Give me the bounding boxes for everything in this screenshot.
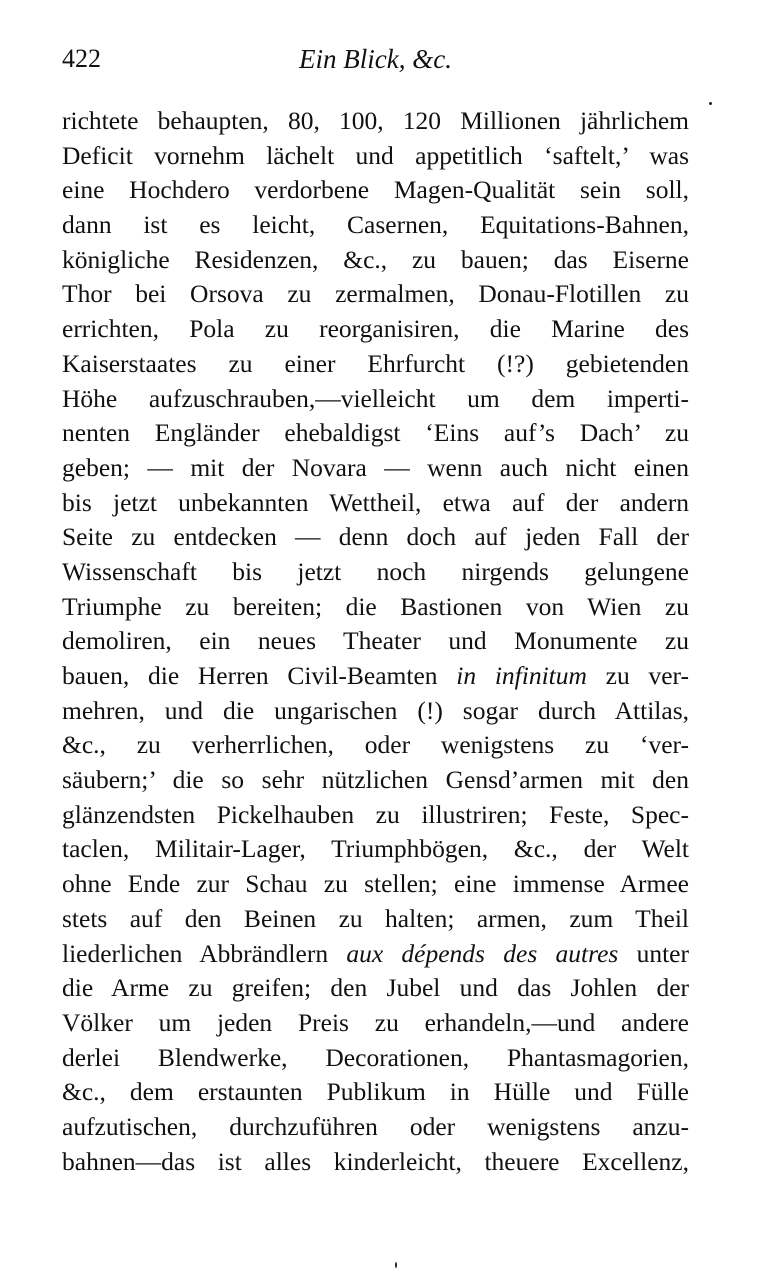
text-segment: zu ver-	[586, 661, 689, 690]
text-line	[62, 694, 689, 729]
text-segment: Wissenschaft bis jetzt noch nirgends gelungene	[62, 556, 689, 586]
text-segment: Deficit vornehm lächelt und appetitlich ‘saftelt,’ was	[62, 140, 689, 170]
text-line	[62, 728, 689, 763]
text-line	[62, 1041, 689, 1076]
text-segment: ohne Ende zur Schau zu stellen; eine immense Armee	[62, 869, 689, 899]
text-segment: Höhe aufzuschrauben,—vielleicht um dem imperti-	[62, 383, 689, 413]
text-line	[62, 798, 689, 833]
text-segment: &c., dem erstaunten Publikum in Hülle und Fülle	[62, 1077, 689, 1107]
text-line	[62, 659, 689, 694]
text-segment: richtete behaupten, 80, 100, 120 Millionen jährlichem	[62, 106, 689, 135]
text-line	[62, 624, 689, 659]
text-segment: königliche Residenzen, &c., zu bauen; das Eiserne	[62, 244, 689, 274]
text-segment: Thor bei Orsova zu zermalmen, Donau-Flotillen zu	[62, 279, 689, 309]
print-speck	[709, 102, 712, 105]
body-text	[62, 104, 689, 1179]
text-line	[62, 832, 689, 867]
text-segment: Völker um jeden Preis zu erhandeln,—und andere	[62, 1007, 689, 1037]
text-line	[62, 555, 689, 590]
text-segment: glänzendsten Pickelhauben zu illustriren; Feste, Spec-	[62, 799, 689, 829]
text-line	[62, 1110, 689, 1145]
text-line	[62, 312, 689, 347]
text-segment: Seite zu entdecken — denn doch auf jeden Fall der	[62, 522, 689, 552]
text-segment: liederlichen Abbrändlern	[62, 938, 347, 968]
text-segment: nenten Engländer ehebaldigst ‘Eins auf’s Dach’ zu	[62, 418, 689, 448]
text-segment: unter	[618, 938, 689, 968]
text-line	[62, 139, 689, 174]
text-segment: stets auf den Beinen zu halten; armen, zum Theil	[62, 903, 689, 933]
text-line	[62, 208, 689, 243]
text-line	[62, 243, 689, 278]
text-segment: bis jetzt unbekannten Wettheil, etwa auf der andern	[62, 487, 689, 517]
text-segment: mehren, und die ungarischen (!) sogar durch Attilas,	[62, 695, 689, 725]
text-segment: eine Hochdero verdorbene Magen-Qualität sein soll,	[62, 175, 689, 205]
text-line	[62, 451, 689, 486]
text-line	[62, 902, 689, 937]
text-segment: bahnen—das ist alles kinderleicht, theuere Excellenz,	[62, 1146, 689, 1176]
print-speck	[395, 1262, 397, 1268]
text-line	[62, 416, 689, 451]
page-header	[62, 44, 689, 84]
text-line	[62, 1075, 689, 1110]
text-line	[62, 763, 689, 798]
text-segment: derlei Blendwerke, Decorationen, Phantasmagorien,	[62, 1042, 689, 1072]
text-segment: errichten, Pola zu reorganisiren, die Marine des	[62, 314, 689, 344]
text-line	[62, 173, 689, 208]
text-line	[62, 347, 689, 382]
text-line	[62, 937, 689, 972]
text-line	[62, 1006, 689, 1041]
text-segment: demoliren, ein neues Theater und Monumente zu	[62, 626, 689, 656]
text-segment: aufzutischen, durchzuführen oder wenigstens anzu-	[62, 1111, 689, 1141]
text-segment: dann ist es leicht, Casernen, Equitations-Bahnen,	[62, 210, 689, 240]
text-line	[62, 520, 689, 555]
text-line	[62, 277, 689, 312]
text-line	[62, 382, 689, 417]
text-segment: Kaiserstaates zu einer Ehrfurcht (!?) gebietenden	[62, 348, 689, 378]
text-segment: taclen, Militair-Lager, Triumphbögen, &c., der Welt	[62, 834, 689, 864]
page-number: 422	[62, 44, 101, 73]
text-segment: &c., zu verherrlichen, oder wenigstens zu ‘ver-	[62, 730, 689, 760]
text-line	[62, 1145, 689, 1180]
text-segment: Triumphe zu bereiten; die Bastionen von Wien zu	[62, 591, 689, 621]
text-line	[62, 971, 689, 1006]
text-segment: säubern;’ die so sehr nützlichen Gensd’armen mit den	[62, 765, 689, 795]
text-line	[62, 590, 689, 625]
text-segment: die Arme zu greifen; den Jubel und das Johlen der	[62, 973, 689, 1003]
italic-phrase: in infinitum	[456, 661, 587, 690]
text-segment: bauen, die Herren Civil-Beamten	[62, 661, 457, 690]
text-segment: geben; — mit der Novara — wenn auch nicht einen	[62, 452, 689, 482]
text-line	[62, 104, 689, 139]
italic-phrase: aux dépends des autres	[346, 938, 619, 968]
text-line	[62, 486, 689, 521]
running-title: Ein Blick, &c.	[299, 44, 452, 74]
text-line	[62, 867, 689, 902]
